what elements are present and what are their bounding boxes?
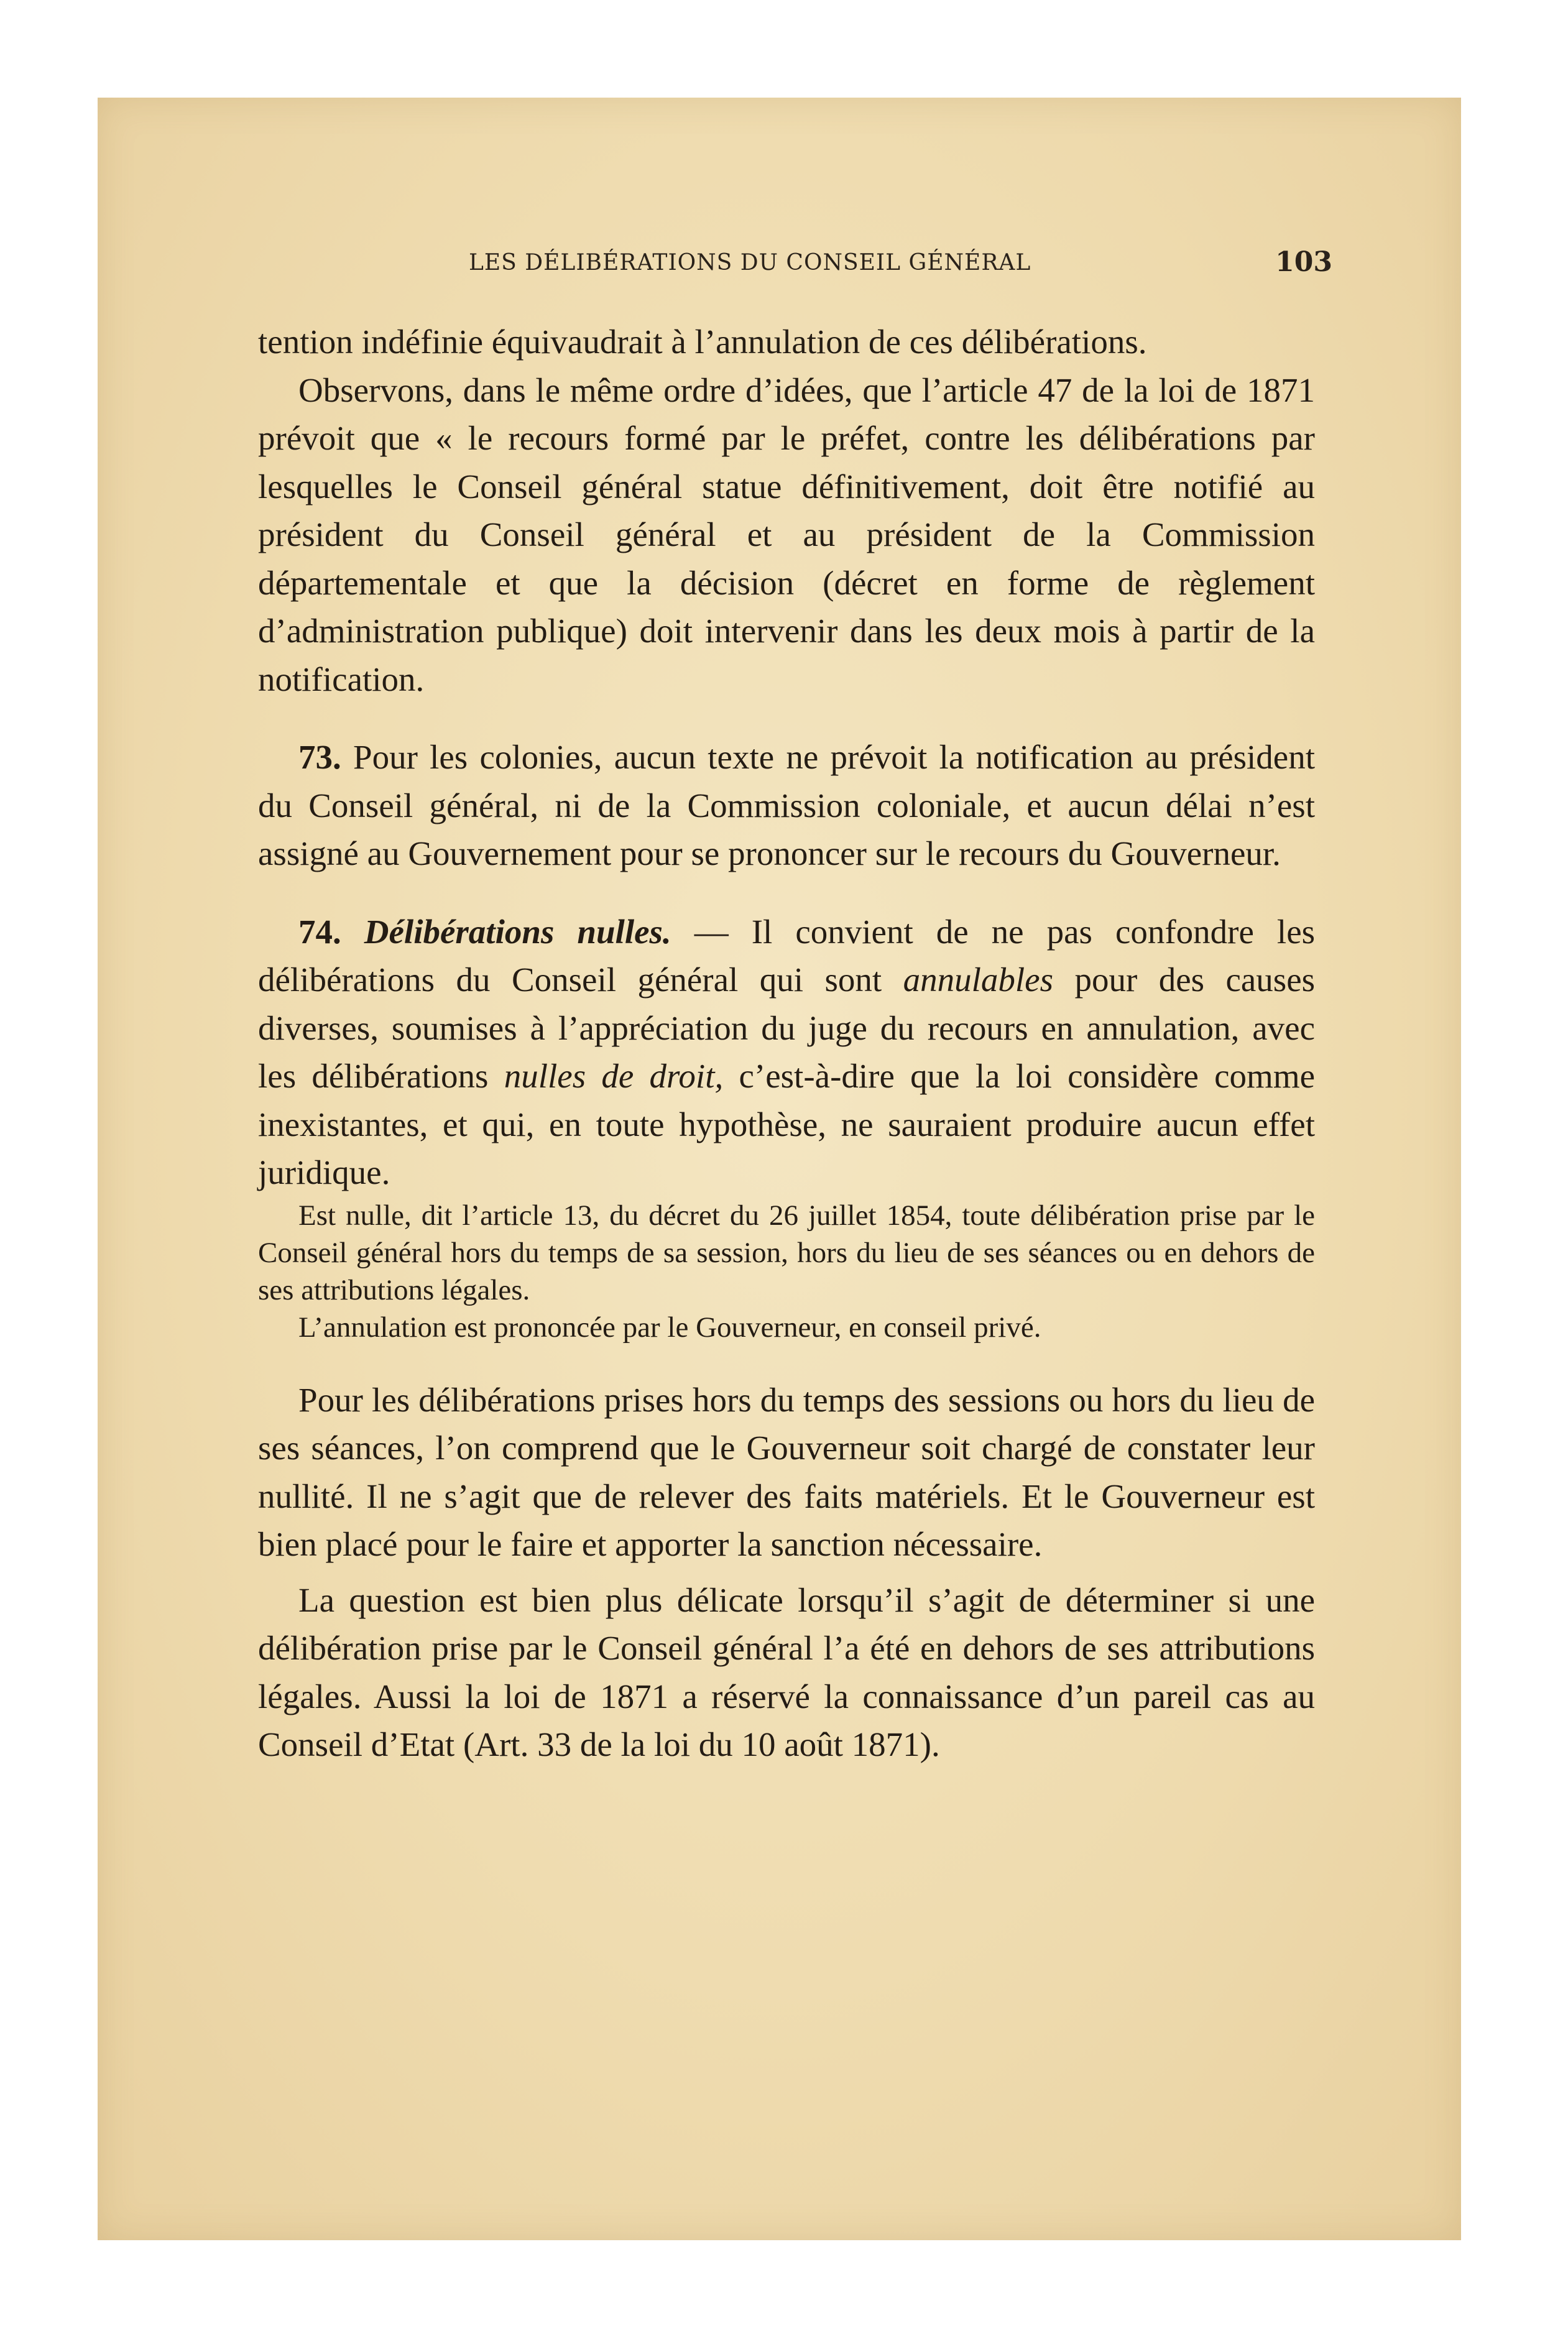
running-head: LES DÉLIBÉRATIONS DU CONSEIL GÉNÉRAL — [469, 250, 1031, 275]
section-number-73: 73. — [298, 738, 341, 776]
paragraph-74 — [258, 908, 1315, 1197]
body-text — [258, 318, 1315, 1769]
paragraph-hors-du-temps: Pour les délibérations prises hors du temps des sessions ou hors du lieu de ses séances, l’on comprend que le Gouverneur soit chargé de constater leur nullité. Il ne s’agit que de relever des faits matériels. Et le Gouverneur est bien placé pour le faire et apporter la sanction nécessaire. — [258, 1380, 1315, 1563]
paragraph-73-text: Pour les colonies, aucun texte ne prévoit la notification au président du Conseil général, ni de la Commission coloniale, et aucun délai n’est assigné au Gouvernement pour se prononcer sur le recours du Gouverneur. — [258, 738, 1315, 872]
paragraph-74-text-a: — Il convient de ne pas confondre les délibérations du Conseil général qui sont — [258, 912, 1316, 999]
paragraph-74-text-c: c’est-à-dire que la loi considère comme inexistantes, et qui, en toute hypothèse, ne sauraient produire aucun effet juridique. — [258, 1057, 1316, 1191]
emphasis-annulables: annulables — [903, 961, 1053, 999]
paragraph-73 — [258, 733, 1315, 878]
emphasis-nulles-de-droit: nulles de droit, — [504, 1057, 724, 1095]
quotation-annulation: L’annulation est prononcée par le Gouverneur, en conseil privé. — [298, 1311, 1041, 1344]
quotation-article-13: Est nulle, dit l’article 13, du décret du 26 juillet 1854, toute délibération prise par le Conseil général hors du temps de sa session, hors du lieu de ses séances ou en dehors de ses attributions légales. — [258, 1199, 1315, 1306]
paragraph-74-text-b: pour des causes diverses, soumises à l’appréciation du juge du recours en annulation, avec les délibérations — [258, 961, 1316, 1095]
book-page — [98, 98, 1461, 2240]
paragraph-continuation: tention indéfinie équivaudrait à l’annulation de ces délibérations. — [258, 323, 1147, 361]
section-number-74: 74. — [298, 912, 341, 951]
paragraph-question-delicate: La question est bien plus délicate lorsqu’il s’agit de déterminer si une délibération prise par le Conseil général l’a été en dehors de ses attributions légales. Aussi la loi de 1871 a réservé la connaissance d’un pareil cas au Conseil d’Etat (Art. 33 de la loi du 10 août 1871). — [258, 1581, 1315, 1763]
page-header — [98, 246, 1461, 287]
section-title-74: Délibérations nulles. — [364, 912, 671, 951]
page-number: 103 — [1275, 246, 1332, 278]
paragraph-article-47: Observons, dans le même ordre d’idées, que l’article 47 de la loi de 1871 prévoit que « le recours formé par le préfet, contre les délibérations par lesquelles le Conseil général statue définitivement, doit être notifié au président du Conseil général et au président de la Commission départementale et que la décision (décret en forme de règlement d’administration publique) doit intervenir dans les deux mois à partir de la notification. — [258, 371, 1315, 698]
